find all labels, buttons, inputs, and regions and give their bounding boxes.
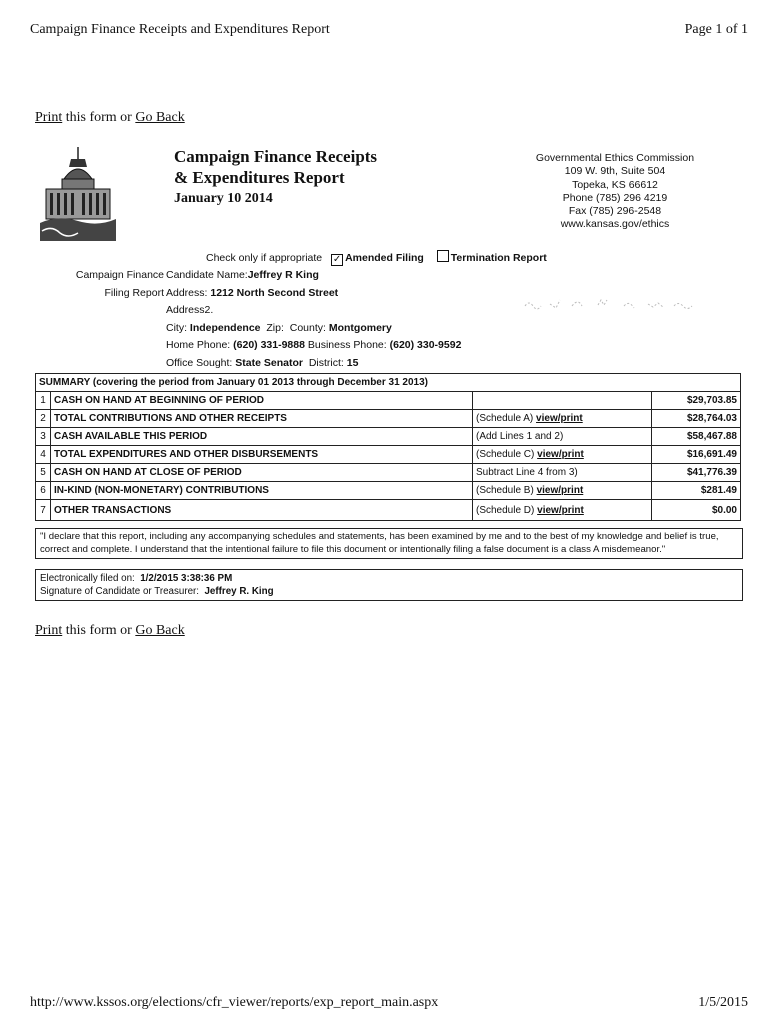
table-row [36,500,741,521]
row-amount: $16,691.49 [652,446,741,464]
row-amount: $281.49 [652,482,741,500]
agency-city: Topeka, KS 66612 [572,178,658,191]
signature-block [35,569,743,601]
row-number: 1 [36,392,51,410]
termination-label: Termination Report [450,252,547,264]
table-row [36,428,741,446]
agency-name: Governmental Ethics Commission [535,152,695,164]
capitol-logo-icon [38,145,118,245]
row-amount: $29,703.85 [652,392,741,410]
go-back-link[interactable]: Go Back [135,110,185,125]
check-instruction: Check only if appropriate [206,252,323,264]
zip-label: Zip: [266,321,284,334]
table-row [36,482,741,500]
address2-row [166,302,461,320]
row-schedule [473,464,652,482]
bottom-nav [35,623,185,639]
nav-text: this form or [62,110,136,125]
row-label: CASH AVAILABLE THIS PERIOD [51,428,473,446]
print-footer-date: 1/5/2015 [698,995,748,1010]
row-schedule [473,392,652,410]
side-label-line1: Campaign Finance [75,269,164,281]
report-title [174,146,377,209]
row-amount: $41,776.39 [652,464,741,482]
row-amount: $28,764.03 [652,410,741,428]
nav-text-bottom: this form or [62,623,136,638]
row-schedule-text: (Schedule A) [476,413,537,424]
summary-heading: SUMMARY (covering the period from January 01 2013 through December 31 2013) [36,374,741,392]
row-number: 7 [36,500,51,521]
schedule-b-view-link[interactable]: view/print [536,485,584,496]
table-row [36,410,741,428]
row-label: CASH ON HAND AT CLOSE OF PERIOD [51,464,473,482]
phone-row [166,337,461,355]
print-link-bottom[interactable]: Print [35,623,63,638]
row-amount: $58,467.88 [652,428,741,446]
row-schedule-text: (Add Lines 1 and 2) [476,431,564,442]
filed-row [40,572,738,585]
table-row [36,464,741,482]
business-phone-value: (620) 330-9592 [389,339,462,351]
county-label: County: [289,321,326,334]
row-amount: $0.00 [652,500,741,521]
district-label: District: [308,356,344,369]
city-row [166,320,461,338]
faint-signature-mark [520,294,700,314]
signer-name: Jeffrey R. King [204,586,274,597]
filed-label: Electronically filed on: [40,573,135,584]
home-phone-value: (620) 331-9888 [233,339,305,351]
row-schedule-text: (Schedule B) [476,485,537,496]
print-link[interactable]: Print [35,110,63,125]
report-title-line2: & Expenditures Report [174,168,345,187]
address-label: Address: [166,286,208,299]
row-number: 4 [36,446,51,464]
summary-heading-row [36,374,741,392]
agency-address: 109 W. 9th, Suite 504 [564,165,666,178]
schedule-c-view-link[interactable]: view/print [537,449,584,460]
city-label: City: [166,321,187,334]
report-title-line1: Campaign Finance Receipts [174,147,378,166]
home-phone-label: Home Phone: [166,339,231,351]
office-label: Office Sought: [166,356,233,369]
agency-phone: Phone (785) 296 4219 [562,191,668,204]
print-header-title: Campaign Finance Receipts and Expenditures Report [30,22,330,37]
office-value: State Senator [235,356,303,369]
office-row [166,355,461,373]
candidate-name: Jeffrey R King [247,269,319,281]
go-back-link-bottom[interactable]: Go Back [135,623,185,638]
row-label: OTHER TRANSACTIONS [51,500,473,521]
top-nav [35,110,185,126]
print-footer-url: http://www.kssos.org/elections/cfr_viewer/reports/exp_report_main.aspx [30,995,439,1010]
termination-checkbox[interactable] [437,250,449,262]
county-value: Montgomery [328,321,392,334]
row-schedule [473,482,652,500]
row-schedule-text: (Schedule D) [476,504,538,516]
row-number: 6 [36,482,51,500]
signer-row [40,585,738,598]
row-schedule [473,428,652,446]
agency-web: www.kansas.gov/ethics [560,218,670,231]
amended-label: Amended Filing [345,252,424,264]
address-value: 1212 North Second Street [210,286,339,299]
address2-label: Address2. [166,304,214,316]
candidate-label: Candidate Name: [166,269,248,281]
row-number: 2 [36,410,51,428]
table-row [36,392,741,410]
row-number: 3 [36,428,51,446]
row-schedule [473,446,652,464]
candidate-info [166,267,461,372]
city-value: Independence [189,321,261,334]
agency-block [520,152,710,232]
business-phone-label: Business Phone: [307,339,387,351]
side-label [68,267,164,302]
amended-checkbox[interactable]: ✓ [332,254,342,265]
row-label: TOTAL EXPENDITURES AND OTHER DISBURSEMENTS [51,446,473,464]
report-date: January 10 2014 [174,191,273,206]
row-number: 5 [36,464,51,482]
print-header-page: Page 1 of 1 [684,22,748,37]
agency-fax: Fax (785) 296-2548 [568,205,662,218]
filed-on: 1/2/2015 3:38:36 PM [140,573,233,584]
district-value: 15 [346,356,359,369]
declaration-text: "I declare that this report, including any accompanying schedules and statements, has been examined by me and to the best of my knowledge and belief is true, correct and complete. I understand that the intentional failure to file this document or intentionally filing a false document is a class A misdemeanor." [35,528,743,559]
filing-type-row [206,250,547,268]
signer-label: Signature of Candidate or Treasurer: [40,586,200,597]
table-row [36,446,741,464]
candidate-row [166,267,461,285]
address-row [166,285,461,303]
row-label: IN-KIND (NON-MONETARY) CONTRIBUTIONS [51,482,473,500]
row-label: TOTAL CONTRIBUTIONS AND OTHER RECEIPTS [51,410,473,428]
row-schedule-text: Subtract Line 4 from 3) [476,467,578,478]
schedule-d-view-link[interactable]: view/print [537,504,584,516]
row-label: CASH ON HAND AT BEGINNING OF PERIOD [51,392,473,410]
side-label-line2: Filing Report [104,286,164,299]
row-schedule [473,500,652,521]
row-schedule [473,410,652,428]
summary-table [35,373,741,521]
schedule-a-view-link[interactable]: view/print [536,413,583,424]
row-schedule-text: (Schedule C) [476,449,538,460]
